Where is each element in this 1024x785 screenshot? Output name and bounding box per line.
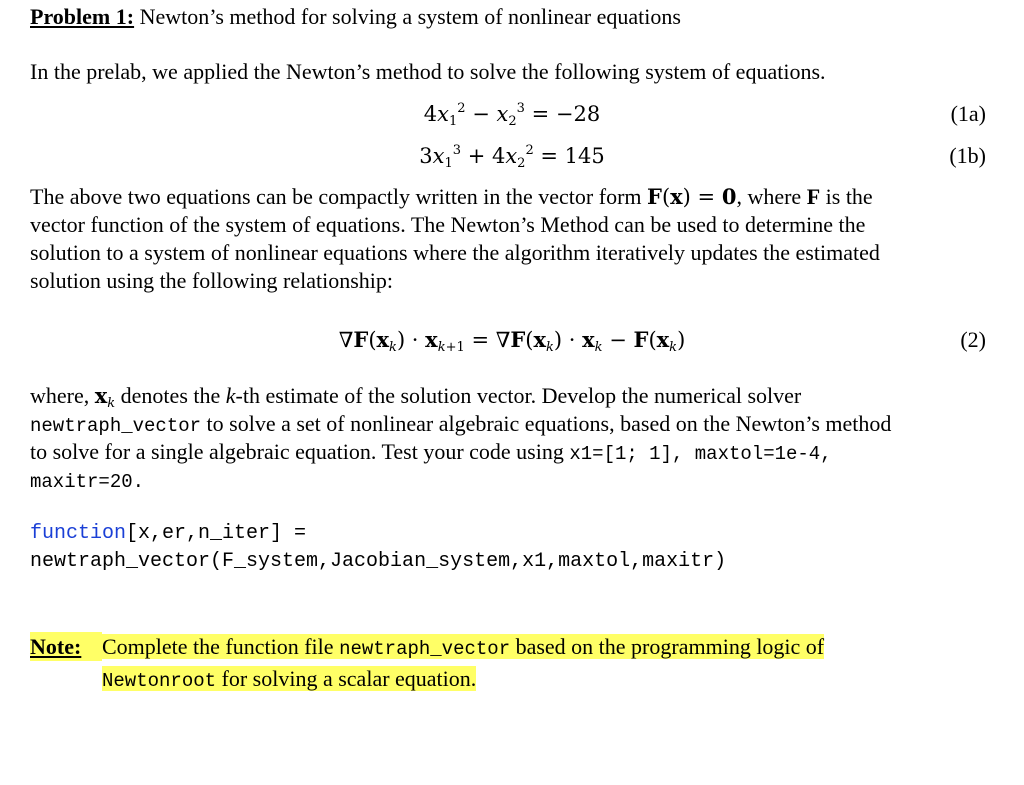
paragraph1-line3: solution to a system of nonlinear equations where the algorithm iteratively updates the estimated [30, 240, 880, 265]
note-label: Note: [30, 632, 102, 661]
paragraph2-text-d: to solve a set of nonlinear algebraic equations, based on the Newton’s method [201, 411, 892, 436]
equation-1a: $4x_1^2 - x_2^3 = -28$ [423, 100, 601, 129]
code-solver-name: newtraph_vector [30, 415, 202, 437]
equation-2: $\nabla F(x_k) \cdot x_{k+1} = \nabla F(x_k) \cdot x_k - F(x_k)$ [338, 327, 686, 355]
code-line-1 [30, 520, 994, 548]
equation-1b: $3x_1^3 + 4x_2^2 = 145$ [419, 142, 605, 171]
paragraph2-line3 [30, 438, 994, 468]
note-code-1: newtraph_vector [339, 638, 511, 660]
note-line-2 [30, 664, 824, 696]
paragraph2-line2 [30, 410, 994, 440]
paragraph2-text-b: denotes the [115, 383, 226, 408]
intro-text: In the prelab, we applied the Newton’s method to solve the following system of equations. [30, 59, 826, 84]
paragraph2-line4 [30, 466, 994, 496]
paragraph1-text-c: is the [820, 184, 873, 209]
paragraph2-line1 [30, 382, 994, 410]
code-test-values: x1=[1; 1], maxtol=1e-4, [569, 443, 832, 465]
paragraph2-text-e: to solve for a single algebraic equation. Test your code using [30, 439, 570, 464]
paragraph1-line4: solution using the following relationship: [30, 268, 393, 293]
problem-title: Newton’s method for solving a system of nonlinear equations [139, 4, 681, 29]
paragraph1-line1: The above two equations can be compactly written in the vector form F(x) = 0, where F is the [30, 184, 873, 209]
note-line-1 [30, 632, 824, 664]
code-line-2: newtraph_vector(F_system,Jacobian_system,x1,maxtol,maxitr) [30, 550, 727, 573]
problem-label: Problem 1: [30, 4, 135, 29]
note-text-2: Newtonroot for solving a scalar equation. [102, 666, 477, 692]
code-signature: [x,er,n_iter] = [126, 522, 307, 545]
note-code-2: Newtonroot [102, 670, 217, 692]
problem-header [30, 3, 994, 31]
paragraph2-text-c: -th estimate of the solution vector. Develop the numerical solver [235, 383, 802, 408]
k-symbol: k [225, 383, 236, 408]
equation-number-1a: (1a) [950, 101, 986, 126]
note-block [30, 632, 824, 696]
code-keyword: function [30, 522, 127, 545]
paragraph2-text-a: where, [30, 383, 95, 408]
paragraph1-text-b: , where [736, 184, 807, 209]
paragraph1-text-a: The above two equations can be compactly written in the vector form [30, 184, 648, 209]
paragraph1-line2: vector function of the system of equations. The Newton’s Method can be used to determine the [30, 212, 866, 237]
vector-form-equation: F(x) = 0 [647, 184, 737, 209]
equation-number-1b: (1b) [949, 143, 986, 168]
note-text-1: Complete the function file newtraph_vector based on the programming logic of [102, 634, 825, 660]
equation-number-2: (2) [960, 327, 986, 352]
code-test-values-2: maxitr=20. [30, 471, 145, 493]
xk-symbol: $x_k$ [94, 383, 116, 411]
